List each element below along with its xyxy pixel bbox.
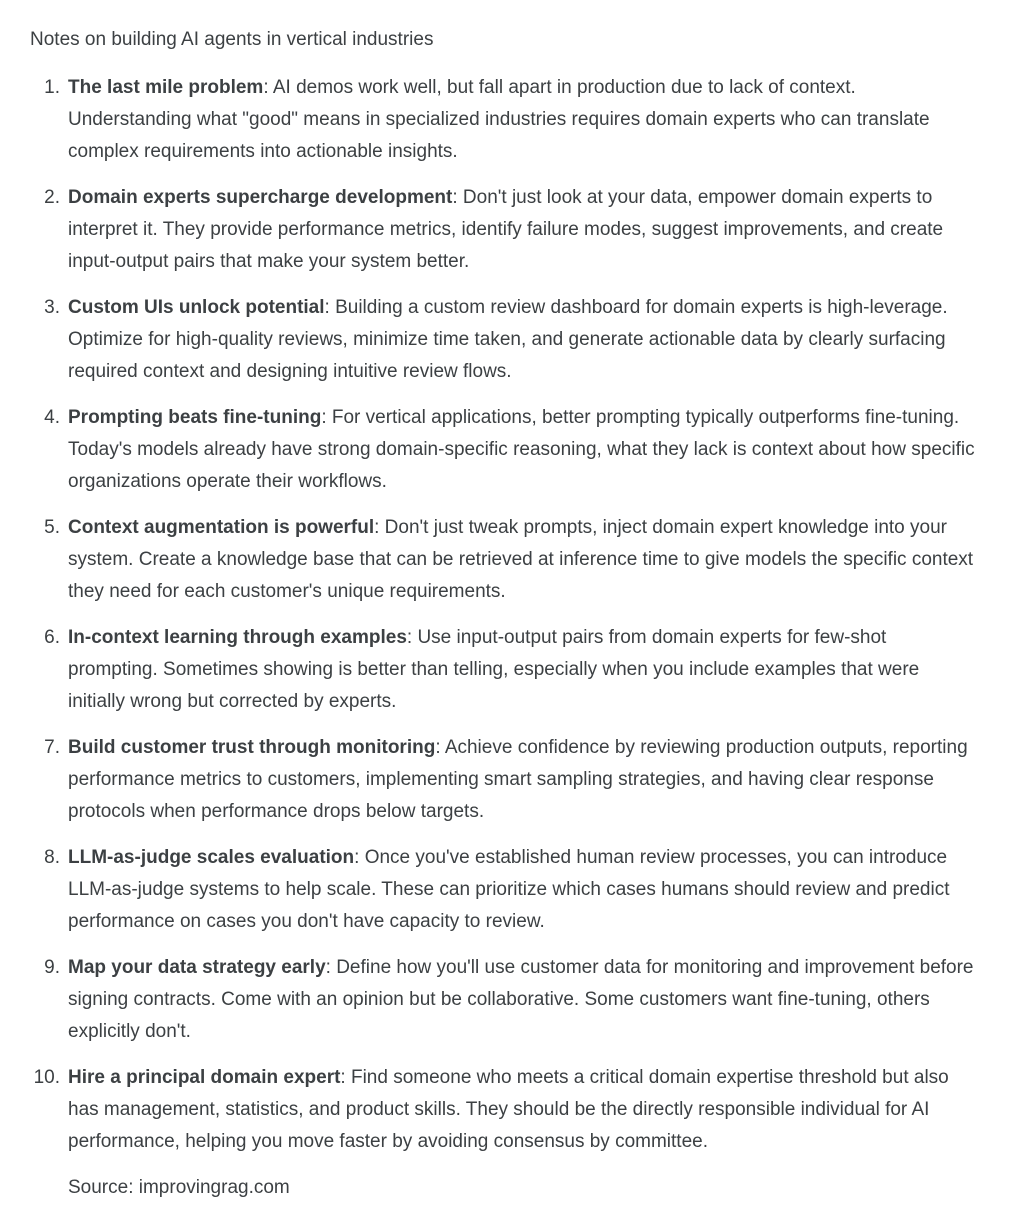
list-item-text: [68, 402, 975, 498]
list-item-number: 9.: [44, 957, 60, 978]
list-item-number: 10.: [33, 1067, 60, 1088]
list-item: [30, 512, 975, 608]
list-item-number: 7.: [44, 737, 60, 758]
list-item-text: [68, 72, 975, 168]
list-item-number: 4.: [44, 407, 60, 428]
list-item: [30, 842, 975, 938]
list-item: [30, 1062, 975, 1158]
list-item-body: : Achieve confidence by reviewing production outputs, reporting performance metrics to customers, implementing smart sampling strategies, and having clear response protocols when performance drops below targets.: [68, 737, 968, 822]
list-item-number: 6.: [44, 627, 60, 648]
list-item-number: 3.: [44, 297, 60, 318]
list-item-body: : AI demos work well, but fall apart in production due to lack of context. Understanding what "good" means in specialized industries requires domain experts who can translate complex requirements into actionable insights.: [68, 77, 930, 162]
list-item-heading: Context augmentation is powerful: [68, 517, 375, 538]
list-item: [30, 402, 975, 498]
list-item-body: : Define how you'll use customer data for monitoring and improvement before signing contracts. Come with an opinion but be collaborative. Some customers want fine-tuning, others explicitly don't.: [68, 957, 974, 1042]
list-item-heading: The last mile problem: [68, 77, 264, 98]
list-item-heading: Domain experts supercharge development: [68, 187, 453, 208]
list-item-heading: Build customer trust through monitoring: [68, 737, 436, 758]
page-title: Notes on building AI agents in vertical industries: [30, 29, 434, 50]
list-item-body: : Once you've established human review processes, you can introduce LLM-as-judge systems to help scale. These can prioritize which cases humans should review and predict performance on cases you don't have capacity to review.: [68, 847, 950, 932]
list-item-heading: In-context learning through examples: [68, 627, 407, 648]
list-item-text: [68, 182, 975, 278]
list-item: [30, 732, 975, 828]
list-item-text: [68, 1062, 975, 1158]
list-item-number: 8.: [44, 847, 60, 868]
list-item-text: [68, 622, 975, 718]
list-item-text: [68, 732, 975, 828]
list-item-heading: Hire a principal domain expert: [68, 1067, 341, 1088]
list-item-body: : Use input-output pairs from domain experts for few-shot prompting. Sometimes showing is better than telling, especially when you include examples that were initially wrong but corrected by experts.: [68, 627, 920, 712]
list-item-number: 5.: [44, 517, 60, 538]
list-item: [30, 952, 975, 1048]
list-item-body: : Find someone who meets a critical domain expertise threshold but also has management, statistics, and product skills. They should be the directly responsible individual for AI performance, helping you move faster by avoiding consensus by committee.: [68, 1067, 949, 1152]
list-item-heading: Prompting beats fine-tuning: [68, 407, 322, 428]
list-item: [30, 72, 975, 168]
list-item-text: [68, 512, 975, 608]
notes-list: [30, 72, 975, 1158]
list-item-text: [68, 952, 975, 1048]
source-attribution: Source: improvingrag.com: [68, 1177, 290, 1198]
list-item-number: 2.: [44, 187, 60, 208]
list-item-number: 1.: [44, 77, 60, 98]
list-item-body: : Building a custom review dashboard for domain experts is high-leverage. Optimize for high-quality reviews, minimize time taken, and generate actionable data by clearly surfacing required context and designing intuitive review flows.: [68, 297, 948, 382]
list-item-heading: Custom UIs unlock potential: [68, 297, 325, 318]
list-item-body: : Don't just tweak prompts, inject domain expert knowledge into your system. Create a knowledge base that can be retrieved at inference time to give models the specific context they need for each customer's unique requirements.: [68, 517, 974, 602]
list-item-body: : For vertical applications, better prompting typically outperforms fine-tuning. Today's models already have strong domain-specific reasoning, what they lack is context about how specific organizations operate their workflows.: [68, 407, 975, 492]
list-item: [30, 182, 975, 278]
list-item-text: [68, 842, 975, 938]
list-item-heading: Map your data strategy early: [68, 957, 326, 978]
list-item: [30, 622, 975, 718]
list-item-text: [68, 292, 975, 388]
list-item-body: : Don't just look at your data, empower domain experts to interpret it. They provide performance metrics, identify failure modes, suggest improvements, and create input-output pairs that make your system better.: [68, 187, 944, 272]
list-item-heading: LLM-as-judge scales evaluation: [68, 847, 355, 868]
list-item: [30, 292, 975, 388]
